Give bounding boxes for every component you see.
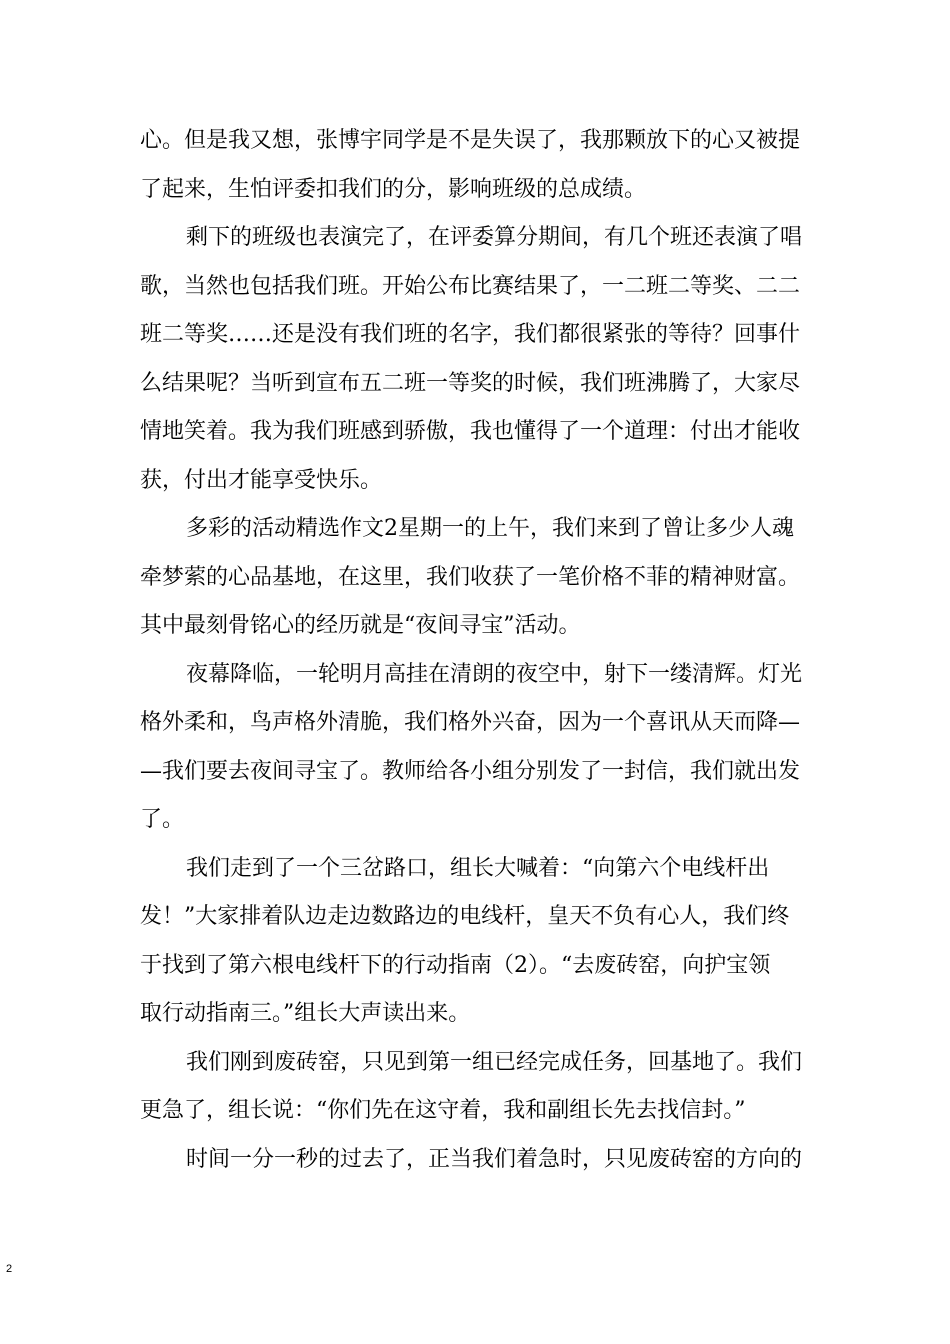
document-body [140,117,820,1184]
text-line: 么结果呢？当听到宣布五二班一等奖的时候，我们班沸腾了，大家尽 [140,370,801,396]
text-line: 更急了，组长说：“你们先在这守着，我和副组长先去找信封。” [140,1098,746,1123]
text-line: 发！”大家排着队边走边数路边的电线杆，皇天不负有心人，我们终 [140,904,790,929]
text-line: 我们走到了一个三岔路口，组长大喊着：“向第六个电线杆出 [186,855,770,881]
text-line: 取行动指南三。”组长大声读出来。 [140,1001,471,1026]
text-line: 歌，当然也包括我们班。开始公布比赛结果了，一二班二等奖、二二 [140,273,801,299]
text-line: —我们要去夜间寻宝了。教师给各小组分别发了一封信，我们就出发 [140,758,801,784]
text-line: 于找到了第六根电线杆下的行动指南（2）。“去废砖窑，向护宝领 [140,952,771,978]
text-line: 多彩的活动精选作文2星期一的上午，我们来到了曾让多少人魂 [186,516,794,541]
text-line: 牵梦萦的心品基地，在这里，我们收获了一笔价格不菲的精神财富。 [140,564,801,590]
text-line: 心。但是我又想，张博宇同学是不是失误了，我那颗放下的心又被提 [140,128,801,153]
text-line: 夜幕降临，一轮明月高挂在清朗的夜空中，射下一缕清辉。灯光 [186,661,803,687]
text-line: 格外柔和，鸟声格外清脆，我们格外兴奋，因为一个喜讯从天而降— [140,710,801,735]
page-number: 2 [6,1263,13,1275]
text-line: 剩下的班级也表演完了，在评委算分期间，有几个班还表演了唱 [186,225,803,250]
text-line: 我们刚到废砖窑，只见到第一组已经完成任务，回基地了。我们 [186,1049,803,1075]
text-line: 情地笑着。我为我们班感到骄傲，我也懂得了一个道理：付出才能收 [140,419,801,444]
text-line: 了。 [140,807,185,832]
text-line: 其中最刻骨铭心的经历就是“夜间寻宝”活动。 [140,613,581,638]
text-line: 获，付出才能享受快乐。 [140,467,383,493]
text-line: 班二等奖……还是没有我们班的名字，我们都很紧张的等待？回事什 [140,322,801,347]
text-line: 时间一分一秒的过去了，正当我们着急时，只见废砖窑的方向的 [186,1146,803,1172]
text-line: 了起来，生怕评委扣我们的分，影响班级的总成绩。 [140,176,647,202]
